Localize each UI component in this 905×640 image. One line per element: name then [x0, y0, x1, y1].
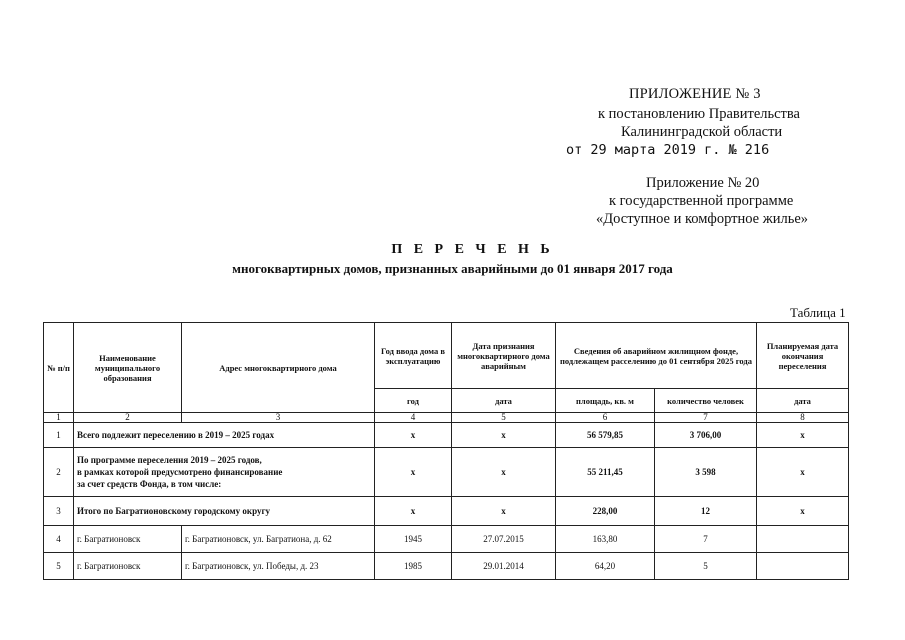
cell-date: 29.01.2014 — [452, 553, 556, 580]
header-info: Сведения об аварийном жилищном фонде, подлежащем расселению до 01 сентября 2025 года — [556, 323, 757, 389]
cell-end-date: х — [757, 497, 849, 526]
row-number: 5 — [44, 553, 74, 580]
appendix-3-line-2: к постановлению Правительства — [598, 106, 800, 122]
header-address: Адрес многоквартирного дома — [182, 323, 375, 413]
row-title: Итого по Багратионовскому городскому округу — [74, 497, 375, 526]
appendix-3-line-3: Калининградской области — [621, 124, 783, 140]
document-title: П Е Р Е Ч Е Н Ь — [391, 242, 554, 257]
header-municipality: Наименование муниципального образования — [74, 323, 182, 413]
appendix-3-date-line: от 29 марта 2019 г. № 216 — [566, 142, 770, 158]
cell-area: 64,20 — [556, 553, 655, 580]
table-header-row — [44, 323, 849, 389]
table-row — [44, 423, 849, 448]
header-planned-end: Планируемая дата окончания переселения — [757, 323, 849, 389]
col-number: 7 — [655, 413, 757, 423]
cell-people: 3 598 — [655, 448, 757, 497]
row-title-line: По программе переселения 2019 – 2025 годов, — [77, 455, 262, 465]
table-row — [44, 448, 849, 497]
cell-end-date — [757, 526, 849, 553]
cell-year: 1985 — [375, 553, 452, 580]
cell-people: 7 — [655, 526, 757, 553]
cell-address: г. Багратионовск, ул. Победы, д. 23 — [182, 553, 375, 580]
appendix-20-line-2: к государственной программе — [609, 193, 794, 209]
cell-year: 1945 — [375, 526, 452, 553]
table-row — [44, 497, 849, 526]
col-number: 2 — [74, 413, 182, 423]
subheader-year: год — [375, 389, 452, 413]
col-number: 5 — [452, 413, 556, 423]
col-number: 3 — [182, 413, 375, 423]
cell-end-date: х — [757, 448, 849, 497]
table-label: Таблица 1 — [790, 305, 846, 320]
header-num: № п/п — [44, 323, 74, 413]
cell-year: х — [375, 497, 452, 526]
row-number: 4 — [44, 526, 74, 553]
row-title: Всего подлежит переселению в 2019 – 2025 годах — [74, 423, 375, 448]
cell-date: х — [452, 448, 556, 497]
col-number: 4 — [375, 413, 452, 423]
cell-people: 12 — [655, 497, 757, 526]
cell-municipality: г. Багратионовск — [74, 553, 182, 580]
row-title-line: за счет средств Фонда, в том числе: — [77, 479, 222, 489]
cell-year: х — [375, 423, 452, 448]
header-year-built: Год ввода дома в эксплуатацию — [375, 323, 452, 389]
document-subtitle: многоквартирных домов, признанных аварийными до 01 января 2017 года — [232, 261, 673, 276]
cell-year: х — [375, 448, 452, 497]
cell-end-date — [757, 553, 849, 580]
appendix-20-title: Приложение № 20 — [646, 175, 760, 191]
cell-people: 5 — [655, 553, 757, 580]
col-number: 8 — [757, 413, 849, 423]
row-title-line: в рамках которой предусмотрено финансирование — [77, 467, 283, 477]
buildings-table — [43, 322, 849, 580]
appendix-20-line-3: «Доступное и комфортное жилье» — [596, 211, 809, 227]
row-number: 2 — [44, 448, 74, 497]
header-date-emergency: Дата признания многоквартирного дома аварийным — [452, 323, 556, 389]
cell-address: г. Багратионовск, ул. Багратиона, д. 62 — [182, 526, 375, 553]
col-number: 1 — [44, 413, 74, 423]
cell-people: 3 706,00 — [655, 423, 757, 448]
cell-area: 228,00 — [556, 497, 655, 526]
row-title — [74, 448, 375, 497]
row-number: 3 — [44, 497, 74, 526]
subheader-people: количество человек — [655, 389, 757, 413]
cell-area: 163,80 — [556, 526, 655, 553]
cell-end-date: х — [757, 423, 849, 448]
row-number: 1 — [44, 423, 74, 448]
cell-municipality: г. Багратионовск — [74, 526, 182, 553]
cell-area: 55 211,45 — [556, 448, 655, 497]
appendix-3-title: ПРИЛОЖЕНИЕ № 3 — [629, 86, 761, 102]
subheader-date: дата — [452, 389, 556, 413]
cell-area: 56 579,85 — [556, 423, 655, 448]
subheader-date-2: дата — [757, 389, 849, 413]
col-number: 6 — [556, 413, 655, 423]
subheader-area: площадь, кв. м — [556, 389, 655, 413]
column-numbers-row — [44, 413, 849, 423]
cell-date: х — [452, 497, 556, 526]
cell-date: х — [452, 423, 556, 448]
cell-date: 27.07.2015 — [452, 526, 556, 553]
table-row — [44, 553, 849, 580]
table-row — [44, 526, 849, 553]
